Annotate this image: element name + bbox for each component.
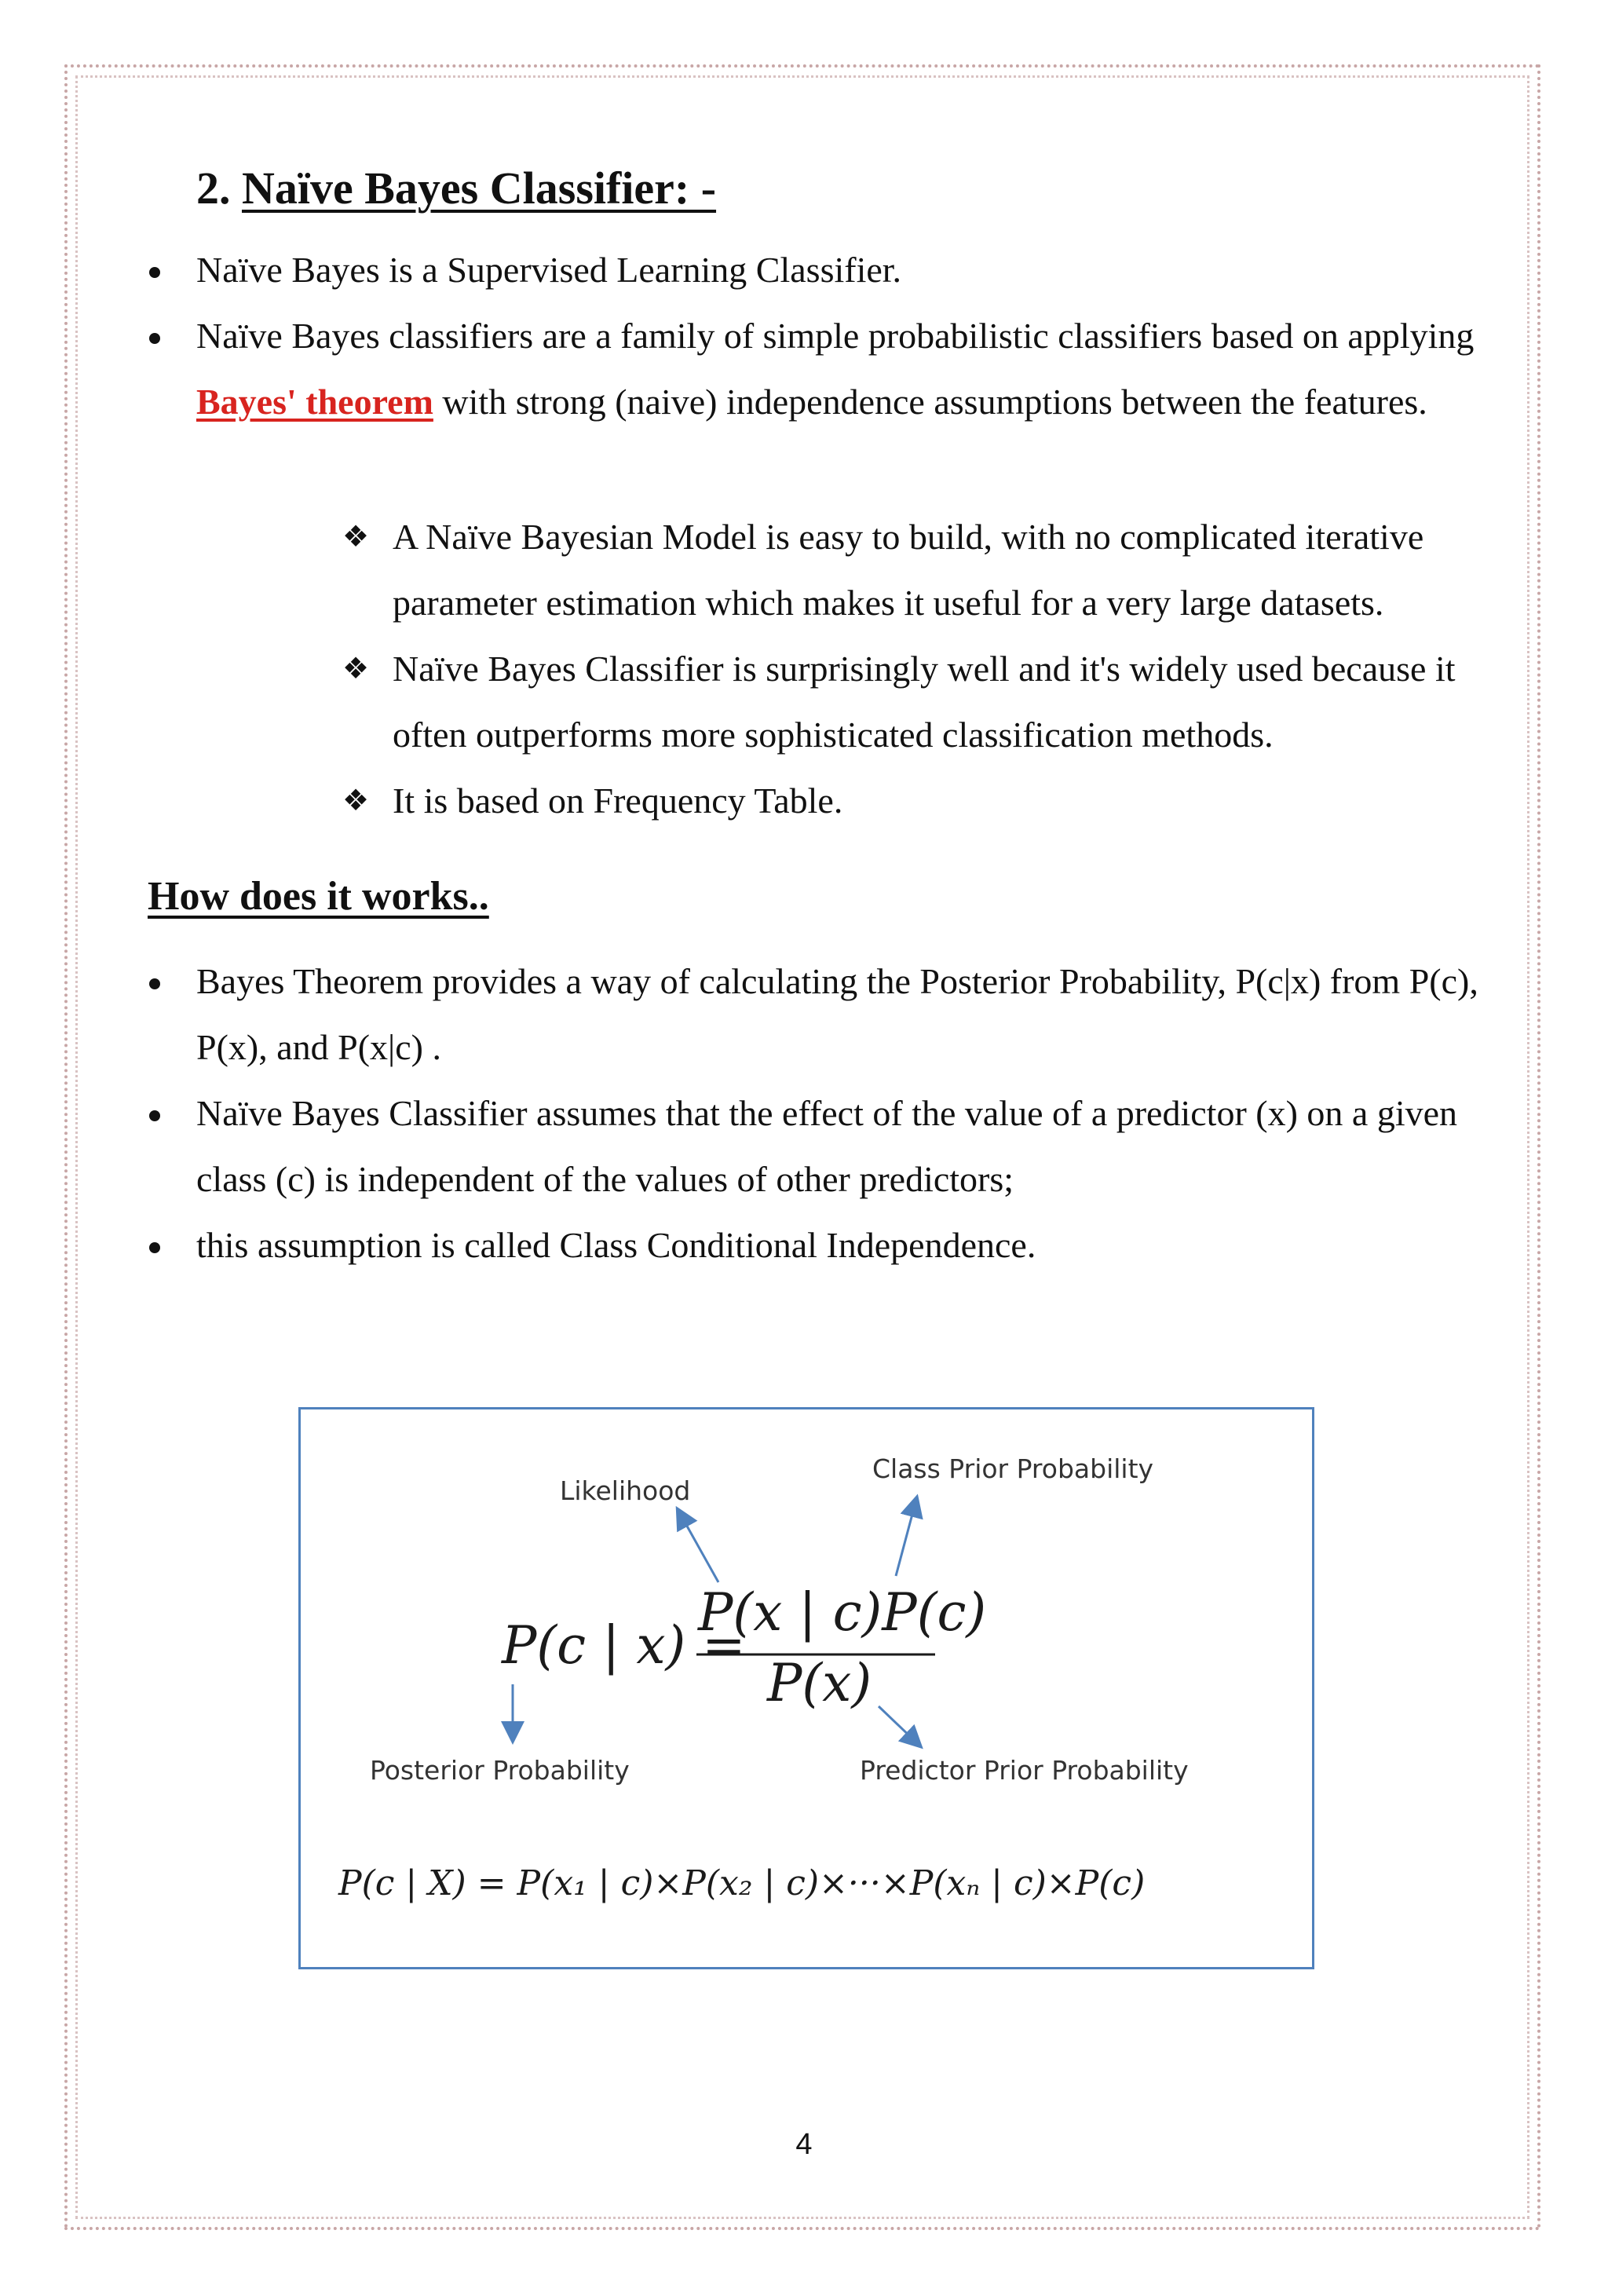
bayes-formula-figure (298, 1407, 1314, 1969)
formula-denominator: P(x) (767, 1653, 872, 1713)
bayes-theorem-link[interactable]: Bayes' theorem (196, 382, 433, 422)
likelihood-label: Likelihood (560, 1475, 691, 1506)
list-item: Naïve Bayes is a Supervised Learning Classifier. (149, 237, 1500, 303)
list-item: Naïve Bayes Classifier assumes that the effect of the value of a predictor (x) on a given class (c) is independent of the values of other predictors; (149, 1080, 1500, 1212)
expanded-formula: P(c | X) = P(x₁ | c)×P(x₂ | c)×···×P(xₙ | c)×P(c) (338, 1863, 1146, 1903)
formula-lhs: P(c | x) = (502, 1615, 746, 1676)
section-title-text: Naïve Bayes Classifier: - (242, 163, 717, 214)
class-prior-arrow (896, 1505, 915, 1576)
diamond-bullet-list (342, 504, 1504, 834)
section-title (196, 157, 716, 220)
intro-bullet-list (149, 237, 1500, 435)
predictor-prior-arrow (879, 1706, 915, 1741)
how-bullet-list (149, 949, 1500, 1278)
predictor-prior-label: Predictor Prior Probability (860, 1755, 1189, 1786)
list-item: ❖ A Naïve Bayesian Model is easy to build, with no complicated iterative parameter estimation which makes it useful for a very large datasets. (342, 504, 1504, 636)
formula-numerator: P(x | c)P(c) (698, 1582, 987, 1643)
likelihood-arrow (682, 1516, 718, 1582)
page-number: 4 (795, 2128, 813, 2161)
class-prior-label: Class Prior Probability (872, 1453, 1154, 1484)
section-number: 2. (196, 163, 231, 214)
list-item: ❖ Naïve Bayes Classifier is surprisingly well and it's widely used because it often outperforms more sophisticated classification methods. (342, 636, 1504, 768)
list-item: this assumption is called Class Conditional Independence. (149, 1212, 1500, 1278)
posterior-label: Posterior Probability (370, 1755, 630, 1786)
list-item: Naïve Bayes classifiers are a family of simple probabilistic classifiers based on applying Bayes' theorem with strong (naive) independence assumptions between the features. (149, 303, 1500, 435)
list-item: ❖ It is based on Frequency Table. (342, 768, 1504, 834)
how-it-works-heading: How does it works.. (148, 874, 489, 919)
list-item: Bayes Theorem provides a way of calculating the Posterior Probability, P(c|x) from P(c), P(x), and P(x|c) . (149, 949, 1500, 1080)
